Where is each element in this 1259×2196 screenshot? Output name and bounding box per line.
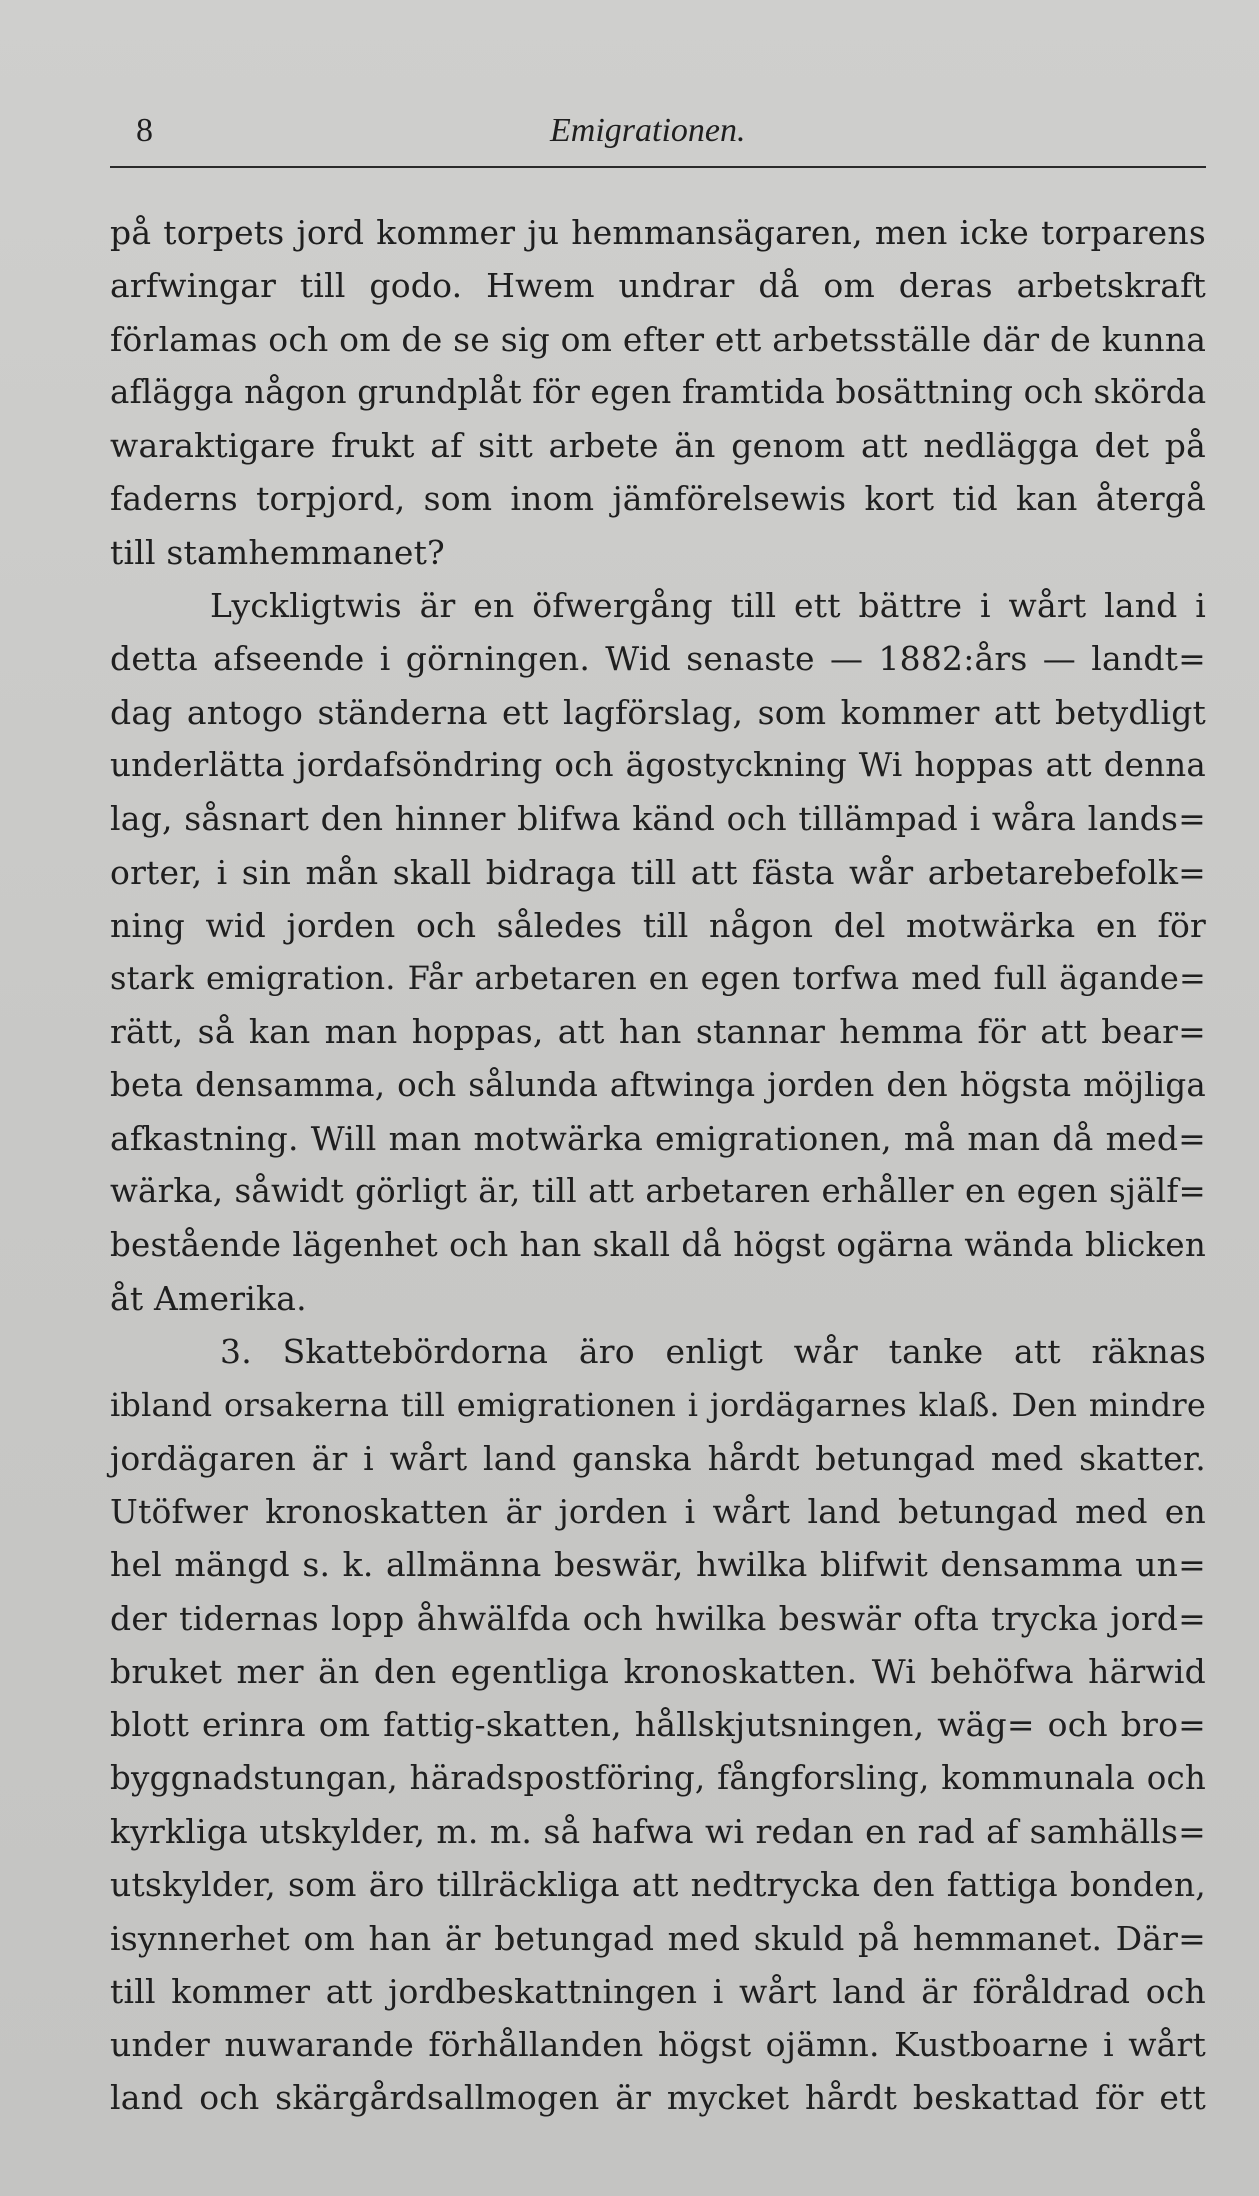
text-line: hel mängd s. k. allmänna beswär, hwilka blifwit densamma un=	[110, 1545, 1206, 1585]
text-line: stark emigration. Får arbetaren en egen torfwa med full ägande=	[110, 959, 1206, 998]
text-line: ning wid jorden och således till någon del motwärka en för	[110, 905, 1206, 945]
text-line: waraktigare frukt af sitt arbete än genom att nedlägga det på	[110, 426, 1206, 466]
text-line: under nuwarande förhållanden högst ojämn. Kustboarne i wårt	[110, 2025, 1206, 2065]
text-line: åt Amerika.	[110, 1278, 307, 1318]
header-rule	[110, 166, 1206, 168]
text-line: aflägga någon grundplåt för egen framtida bosättning och skörda	[110, 372, 1207, 411]
text-line: utskylder, som äro tillräckliga att nedtrycka den fattiga bonden,	[110, 1865, 1206, 1905]
text-line: der tidernas lopp åhwälfda och hwilka beswär ofta trycka jord=	[110, 1598, 1206, 1638]
text-line: bestående lägenhet och han skall då högst ogärna wända blicken	[110, 1225, 1206, 1264]
page-number: 8	[136, 112, 153, 149]
text-line: 3. Skattebördorna äro enligt wår tanke att räknas	[220, 1332, 1206, 1372]
text-line: arfwingar till godo. Hwem undrar då om deras arbetskraft	[110, 266, 1206, 306]
text-line: faderns torpjord, som inom jämförelsewis kort tid kan återgå	[110, 479, 1206, 519]
text-line: till kommer att jordbeskattningen i wårt land är föråldrad och	[110, 1971, 1206, 2011]
text-line: bruket mer än den egentliga kronoskatten. Wi behöfwa härwid	[110, 1652, 1206, 1692]
running-title: Emigrationen.	[550, 112, 746, 149]
text-line: till stamhemmanet?	[110, 532, 445, 572]
text-line: blott erinra om fattig-skatten, hållskjutsningen, wäg= och bro=	[110, 1705, 1206, 1745]
text-line: förlamas och om de se sig om efter ett arbetsställe där de kunna	[110, 319, 1207, 359]
text-line: jordägaren är i wårt land ganska hårdt betungad med skatter.	[110, 1438, 1206, 1478]
text-line: wärka, såwidt görligt är, till att arbetaren erhåller en egen själf=	[110, 1172, 1206, 1211]
text-line: på torpets jord kommer ju hemmansägaren, men icke torparens	[110, 213, 1206, 252]
text-line: isynnerhet om han är betungad med skuld på hemmanet. Där=	[110, 1918, 1206, 1958]
text-line: detta afseende i görningen. Wid senaste — 1882:års — landt=	[110, 639, 1206, 679]
text-line: lag, såsnart den hinner blifwa känd och tillämpad i wåra lands=	[110, 799, 1206, 839]
page-header	[110, 112, 1206, 162]
text-line: afkastning. Will man motwärka emigrationen, må man då med=	[110, 1119, 1206, 1159]
text-line: byggnadstungan, häradspostföring, fångforsling, kommunala och	[110, 1758, 1206, 1797]
text-line: dag antogo ständerna ett lagförslag, som kommer att betydligt	[110, 692, 1206, 732]
text-line: land och skärgårdsallmogen är mycket hårdt beskattad för ett	[110, 2078, 1206, 2118]
text-line: ibland orsakerna till emigrationen i jordägarnes klaß. Den mindre	[110, 1385, 1206, 1424]
text-line: rätt, så kan man hoppas, att han stannar hemma för att bear=	[110, 1012, 1206, 1052]
text-line: beta densamma, och sålunda aftwinga jorden den högsta möjliga	[110, 1065, 1206, 1104]
body-text	[110, 206, 1206, 2125]
text-line: Lyckligtwis är en öfwergång till ett bättre i wårt land i	[210, 586, 1206, 626]
text-line: kyrkliga utskylder, m. m. så hafwa wi redan en rad af samhälls=	[110, 1811, 1206, 1851]
text-line: Utöfwer kronoskatten är jorden i wårt land betungad med en	[110, 1492, 1206, 1532]
text-line: orter, i sin mån skall bidraga till att fästa wår arbetarebefolk=	[110, 852, 1206, 892]
text-line: underlätta jordafsöndring och ägostyckning Wi hoppas att denna	[110, 745, 1206, 784]
